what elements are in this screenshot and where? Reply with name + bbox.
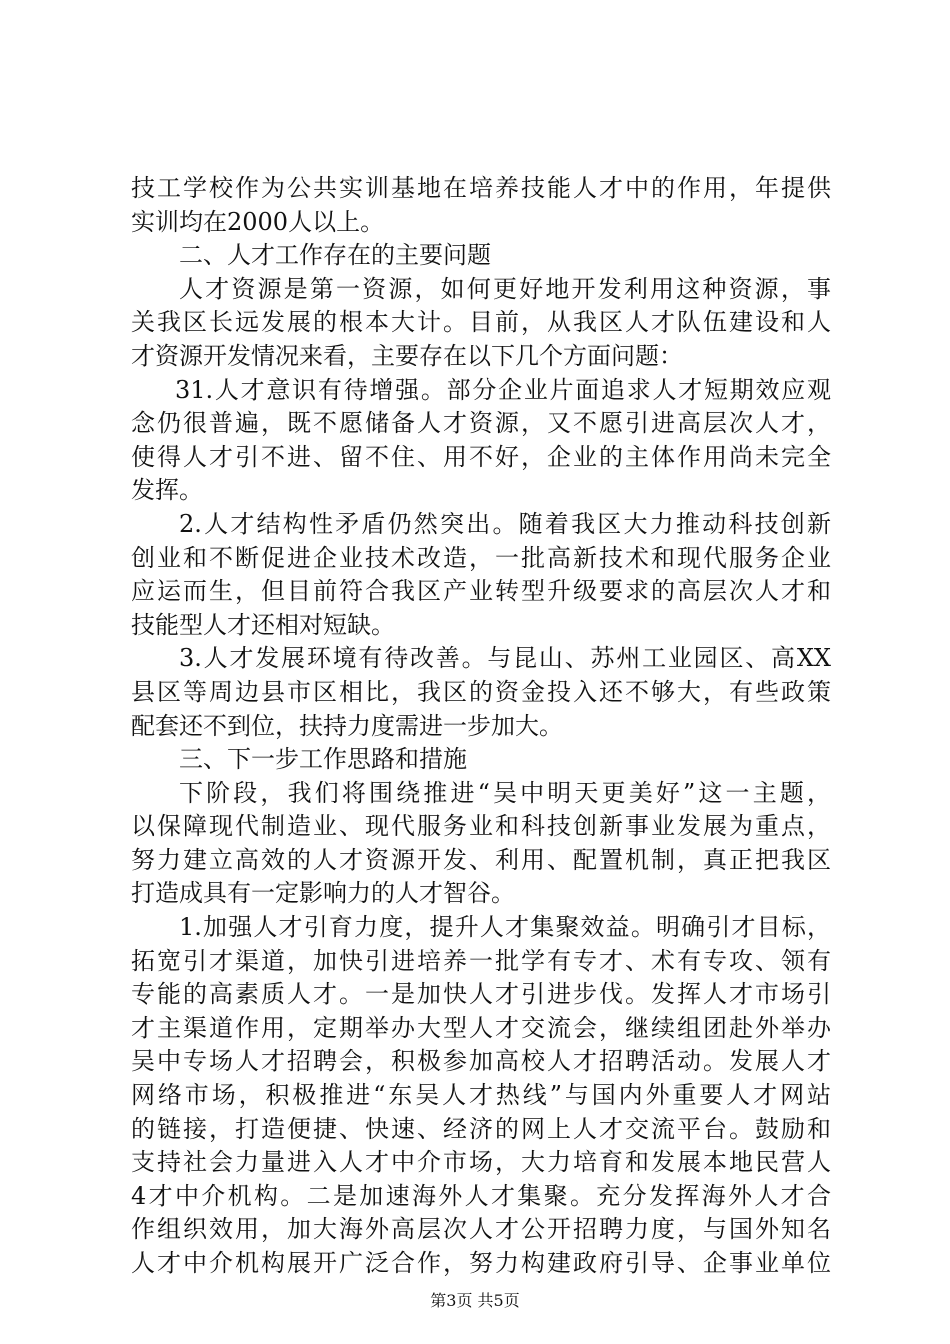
text-line: 专能的高素质人才。一是加快人才引进步伐。发挥人才市场引 xyxy=(131,980,831,1009)
text-line: 拓宽引才渠道，加快引进培养一批学有专才、术有专攻、领有 xyxy=(131,946,831,975)
text-line: 关我区长远发展的根本大计。目前，从我区人才队伍建设和人 xyxy=(131,308,831,337)
text-line: 创业和不断促进企业技术改造，一批高新技术和现代服务企业 xyxy=(131,543,831,572)
text-line: 念仍很普遍，既不愿储备人才资源，又不愿引进高层次人才， xyxy=(131,409,831,438)
text-line: 努力建立高效的人才资源开发、利用、配置机制，真正把我区 xyxy=(131,845,831,874)
text-line: 1.加强人才引育力度，提升人才集聚效益。明确引才目标， xyxy=(179,913,831,942)
text-line: 4才中介机构。二是加速海外人才集聚。充分发挥海外人才合 xyxy=(131,1181,831,1210)
text-line: 下阶段，我们将围绕推进“吴中明天更美好”这一主题， xyxy=(179,778,831,807)
text-line: 31.人才意识有待增强。部分企业片面追求人才短期效应观 xyxy=(175,375,831,404)
section-heading: 二、人才工作存在的主要问题 xyxy=(179,241,491,270)
text-line: 应运而生，但目前符合我区产业转型升级要求的高层次人才和 xyxy=(131,577,831,606)
document-body xyxy=(131,172,831,1281)
text-line: 发挥。 xyxy=(131,476,203,505)
text-line: 县区等周边县市区相比，我区的资金投入还不够大，有些政策 xyxy=(131,677,831,706)
text-line: 配套还不到位，扶持力度需进一步加大。 xyxy=(131,711,563,740)
text-line: 吴中专场人才招聘会，积极参加高校人才招聘活动。发展人才 xyxy=(131,1047,831,1076)
text-line: 使得人才引不进、留不住、用不好，企业的主体作用尚未完全 xyxy=(131,442,831,471)
text-line: 支持社会力量进入人才中介市场，大力培育和发展本地民营人 xyxy=(131,1148,831,1177)
text-line: 才主渠道作用，定期举办大型人才交流会，继续组团赴外举办 xyxy=(131,1013,831,1042)
text-line: 技工学校作为公共实训基地在培养技能人才中的作用，年提供 xyxy=(131,174,831,202)
text-line: 网络市场，积极推进“东吴人才热线”与国内外重要人才网站 xyxy=(131,1081,831,1110)
text-line: 打造成具有一定影响力的人才智谷。 xyxy=(131,879,515,908)
text-line: 以保障现代制造业、现代服务业和科技创新事业发展为重点， xyxy=(131,812,831,841)
text-line: 作组织效用，加大海外高层次人才公开招聘力度，与国外知名 xyxy=(131,1215,831,1244)
text-line: 才资源开发情况来看，主要存在以下几个方面问题： xyxy=(131,341,683,370)
text-line: 实训均在2000人以上。 xyxy=(131,207,385,236)
text-line: 3.人才发展环境有待改善。与昆山、苏州工业园区、高XX xyxy=(179,644,831,673)
page-number-footer: 第3页 共5页 xyxy=(430,1291,520,1310)
section-heading: 三、下一步工作思路和措施 xyxy=(179,745,467,774)
text-line: 人才资源是第一资源，如何更好地开发利用这种资源，事 xyxy=(179,274,831,303)
text-line: 人才中介机构展开广泛合作，努力构建政府引导、企事业单位 xyxy=(131,1249,831,1277)
text-line: 2.人才结构性矛盾仍然突出。随着我区大力推动科技创新 xyxy=(179,509,831,538)
text-line: 技能型人才还相对短缺。 xyxy=(131,610,395,639)
text-line: 的链接，打造便捷、快速、经济的网上人才交流平台。鼓励和 xyxy=(131,1114,831,1143)
